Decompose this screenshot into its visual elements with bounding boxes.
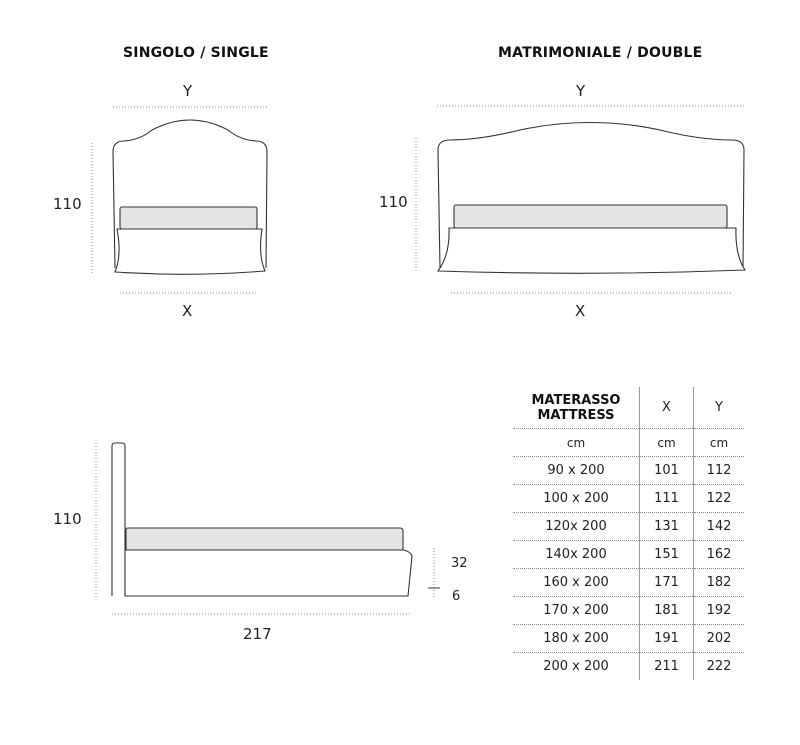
- double-base: [438, 228, 745, 273]
- units-cell: cm: [694, 429, 745, 457]
- y-value-cell: 162: [694, 541, 745, 569]
- x-column-header: X: [640, 387, 694, 429]
- mattress-size-table: [513, 387, 744, 680]
- table-header-row: [513, 387, 744, 429]
- x-value-cell: 131: [640, 513, 694, 541]
- mattress-size-cell: 140x 200: [513, 541, 640, 569]
- double-bed-front-view: [438, 123, 745, 274]
- y-value-cell: 192: [694, 597, 745, 625]
- side-length-label: 217: [243, 625, 272, 643]
- units-cell: cm: [640, 429, 694, 457]
- single-title: SINGOLO / SINGLE: [123, 45, 269, 61]
- y-value-cell: 112: [694, 457, 745, 485]
- double-length-label: X: [575, 302, 586, 320]
- x-value-cell: 211: [640, 653, 694, 681]
- bed-side-view: [112, 443, 412, 596]
- mattress-size-cell: 200 x 200: [513, 653, 640, 681]
- units-cell: cm: [513, 429, 640, 457]
- side-clearance-label: 6: [452, 589, 461, 604]
- table-row: [513, 597, 744, 625]
- table-row: [513, 485, 744, 513]
- units-row: [513, 429, 744, 457]
- mattress-column-header: [513, 387, 640, 429]
- double-height-label: 110: [379, 193, 408, 211]
- side-frame-height-label: 32: [451, 556, 468, 571]
- table-row: [513, 457, 744, 485]
- single-bed-front-view: [113, 120, 267, 274]
- table-row: [513, 625, 744, 653]
- single-width-label: Y: [183, 82, 193, 100]
- x-value-cell: 171: [640, 569, 694, 597]
- single-base: [115, 229, 265, 274]
- mattress-header-it: MATERASSO: [531, 392, 621, 408]
- x-value-cell: 111: [640, 485, 694, 513]
- double-mattress: [454, 205, 727, 228]
- table-row: [513, 513, 744, 541]
- side-height-label: 110: [53, 510, 82, 528]
- single-mattress: [120, 207, 257, 229]
- y-value-cell: 122: [694, 485, 745, 513]
- side-base: [125, 550, 412, 596]
- mattress-size-cell: 180 x 200: [513, 625, 640, 653]
- side-headboard: [112, 443, 125, 596]
- mattress-size-cell: 160 x 200: [513, 569, 640, 597]
- single-height-label: 110: [53, 195, 82, 213]
- x-value-cell: 181: [640, 597, 694, 625]
- y-value-cell: 222: [694, 653, 745, 681]
- double-title: MATRIMONIALE / DOUBLE: [498, 45, 703, 61]
- table-row: [513, 653, 744, 681]
- y-column-header: Y: [694, 387, 745, 429]
- single-length-label: X: [182, 302, 193, 320]
- mattress-header-en: MATTRESS: [537, 407, 615, 423]
- mattress-size-cell: 100 x 200: [513, 485, 640, 513]
- x-value-cell: 191: [640, 625, 694, 653]
- side-mattress: [126, 528, 403, 550]
- y-value-cell: 182: [694, 569, 745, 597]
- table-row: [513, 541, 744, 569]
- mattress-size-cell: 90 x 200: [513, 457, 640, 485]
- double-width-label: Y: [576, 82, 586, 100]
- y-value-cell: 142: [694, 513, 745, 541]
- x-value-cell: 101: [640, 457, 694, 485]
- y-value-cell: 202: [694, 625, 745, 653]
- mattress-size-cell: 170 x 200: [513, 597, 640, 625]
- mattress-size-cell: 120x 200: [513, 513, 640, 541]
- table-row: [513, 569, 744, 597]
- x-value-cell: 151: [640, 541, 694, 569]
